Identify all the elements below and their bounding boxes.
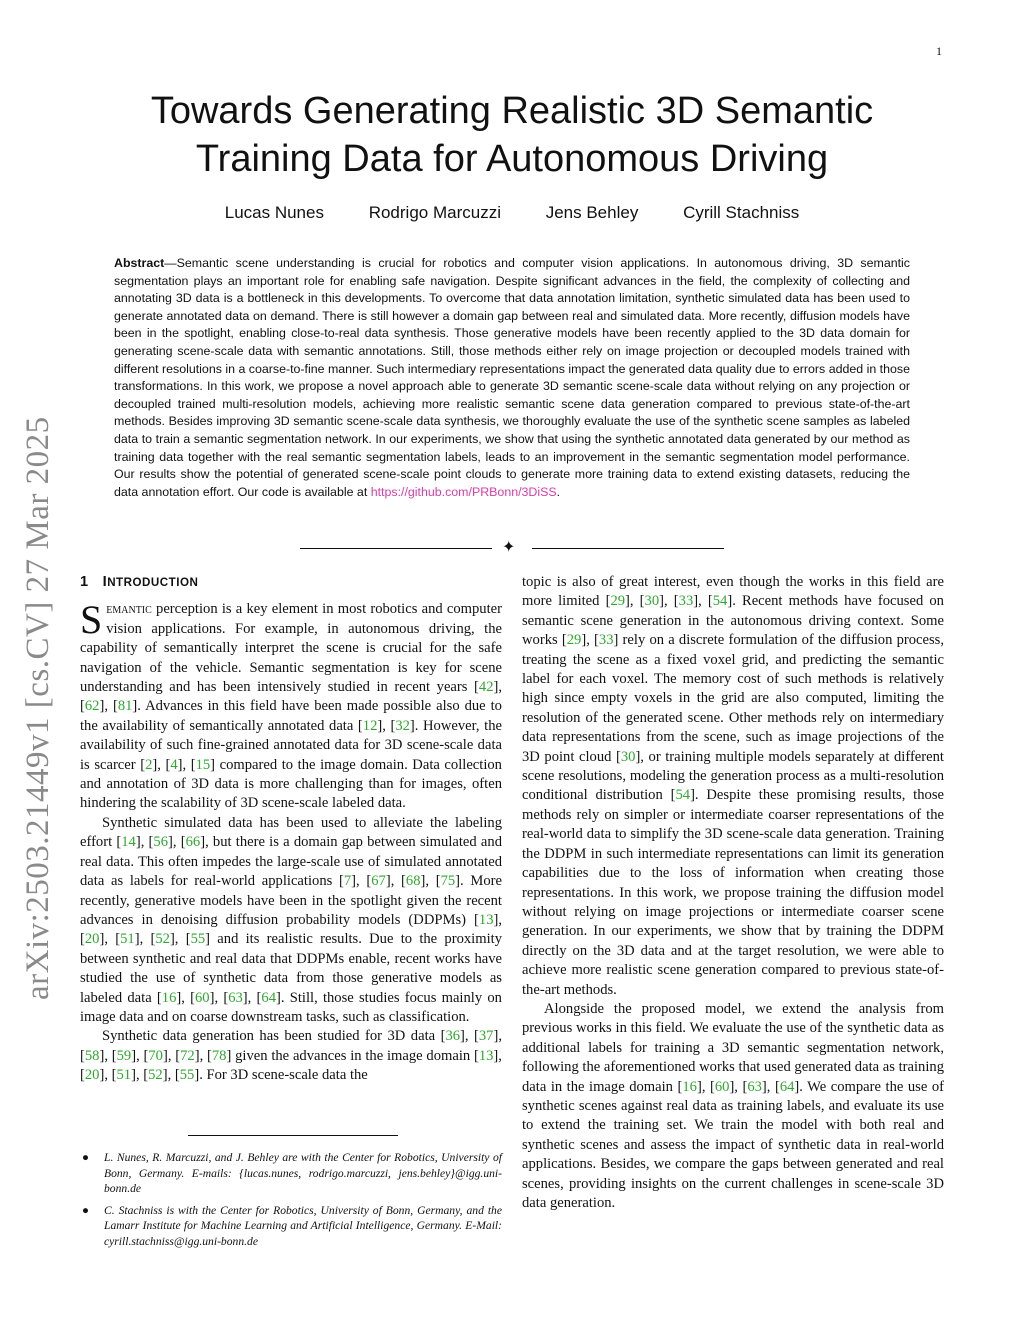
citation-link[interactable]: 13 xyxy=(478,911,494,928)
author-list xyxy=(100,203,924,223)
paragraph xyxy=(522,1000,944,1213)
footnotes xyxy=(80,1150,502,1256)
text-run: ], [ xyxy=(80,679,502,715)
text-run: ], [ xyxy=(134,931,156,948)
text-run: ], [ xyxy=(420,873,441,890)
paragraph-text xyxy=(522,1001,944,1211)
small-caps-word: emantic xyxy=(106,601,152,618)
citation-link[interactable]: 37 xyxy=(478,1028,494,1045)
abstract-text: —Semantic scene understanding is crucial for robotics and computer vision applications. In autonomous driving, 3D semantic segmentation plays an important role for enabling safe navigation. Despite significant advances in the field, the complexity of collecting and annotating 3D data is a bottleneck in this developments. To overcome that data annotation limitation, synthetic simulated data has been used to generate annotated data on demand. There is still however a domain gap between real and simulated data. More recently, diffusion models have been in the spotlight, enabling close-to-real data synthesis. Those generative models have been recently applied to the 3D data domain for generating scene-scale data with semantic annotations. Still, those methods either rely on image projection or decoupled models trained with different resolutions in a coarse-to-fine manner. Such intermediary representations impact the generated data quality due to errors added in those transformations. In this work, we propose a novel approach able to generate 3D semantic scene-scale data without relying on any projection or decoupled trained multi-resolution models, achieving more realistic semantic scene data generation compared to previous state-of-the-art methods. Besides improving 3D semantic scene-scale data synthesis, we thoroughly evaluate the use of the synthetic scene samples as labeled data to train a semantic segmentation network. In our experiments, we show that using the synthetic annotated data generated by our method as training data together with the real semantic segmentation labels, leads to an improvement in the semantic segmentation model performance. Our results show the potential of generated scene-scale point clouds to generate more training data to extend existing datasets, reducing the data annotation effort. Our code is available at xyxy=(114,256,910,499)
text-run: ], [ xyxy=(209,989,229,1006)
text-run: ], [ xyxy=(625,593,645,610)
citation-link[interactable]: 12 xyxy=(362,717,378,734)
text-run: perception is a key element in most robotics and computer vision applications. For example, in autonomous driving, the capability of semantically interpret the scene is crucial for the safe navigation of the vehicle. Semantic segmentation is key for scene understanding and has been intensively studied in recent years [ xyxy=(80,601,502,696)
citation-link[interactable]: 72 xyxy=(180,1047,195,1064)
text-run: ], but there is a domain gap between simulated and real data. This often impedes the large-scale use of simulated annotated data as labels for real-world applications [ xyxy=(80,834,502,890)
citation-link[interactable]: 62 xyxy=(84,698,100,715)
citation-link[interactable]: 2 xyxy=(145,756,153,773)
text-run: ]. For 3D scene-scale data the xyxy=(194,1067,368,1084)
drop-cap: S xyxy=(80,597,103,643)
code-repository-link[interactable]: https://github.com/PRBonn/3DiSS xyxy=(370,484,557,499)
paragraph xyxy=(522,573,944,1000)
text-run: ], or training multiple models separately at different scene resolutions, modeling the generation process as a multi-resolution conditional distribution [ xyxy=(522,748,944,804)
text-run: ], [ xyxy=(99,698,118,715)
title-line-2: Training Data for Autonomous Driving xyxy=(195,138,829,180)
abstract xyxy=(114,255,910,501)
citation-link[interactable]: 54 xyxy=(712,593,728,610)
author-name: Jens Behley xyxy=(545,203,639,222)
text-run: Synthetic data generation has been studied for 3D data [ xyxy=(102,1028,446,1045)
text-run: ], [ xyxy=(659,593,679,610)
text-run: ]. However, the availability of such fine-grained annotated data for 3D scene-scale data is scarcer [ xyxy=(80,717,502,773)
citation-link[interactable]: 78 xyxy=(211,1047,227,1064)
text-run: ], [ xyxy=(135,834,154,851)
citation-link[interactable]: 33 xyxy=(678,593,694,610)
text-run: ], [ xyxy=(168,834,186,851)
citation-link[interactable]: 56 xyxy=(153,834,169,851)
text-run: ], [ xyxy=(80,911,502,948)
right-column xyxy=(522,573,944,1213)
text-run: ], [ xyxy=(169,931,191,948)
citation-link[interactable]: 55 xyxy=(190,931,206,948)
text-run: ], [ xyxy=(194,1047,212,1064)
text-run: ], [ xyxy=(131,1047,149,1064)
text-run: ]. We compare the use of synthetic scenes against real data as training labels, and evaluate its use to extend the training set. We train the model with both real and synthetic scenes and assess the impact of synthetic data in real-world applications. Besides, we compare the gaps between generated and real scenes, providing insights on the current challenges in scene-scale 3D data generation. xyxy=(522,1078,944,1211)
text-run: ], [ xyxy=(377,717,396,734)
text-run: ], [ xyxy=(80,1047,502,1084)
paragraph-text xyxy=(522,574,944,998)
citation-link[interactable]: 55 xyxy=(179,1067,195,1084)
paragraph-text xyxy=(80,1028,502,1083)
citation-link[interactable]: 52 xyxy=(155,931,170,948)
citation-link[interactable]: 4 xyxy=(170,756,178,773)
section-title-first-letter: I xyxy=(102,574,108,590)
text-run: ], [ xyxy=(99,1067,117,1084)
paragraph xyxy=(80,1027,502,1085)
title-line-1: Towards Generating Realistic 3D Semantic xyxy=(150,90,874,132)
text-run: ], [ xyxy=(162,1067,180,1084)
text-run: ], [ xyxy=(99,931,121,948)
text-run: ] rely on a discrete formulation of the diffusion process, treating the scene as a fixed voxel grid, and predicting the semantic label for each voxel. The memory cost of such methods is relatively high since empty voxels in the grid are also computed, limiting the resolution of the generated scene. Other methods rely on intermediary data representations from the scene, such as image projections of the 3D point cloud [ xyxy=(522,632,944,765)
citation-link[interactable]: 81 xyxy=(117,698,133,715)
diamond-ornament-icon: ✦ xyxy=(502,539,516,556)
citation-link[interactable]: 7 xyxy=(343,873,352,890)
text-run: ], [ xyxy=(460,1028,479,1045)
citation-link[interactable]: 33 xyxy=(598,632,614,649)
text-run: ], [ xyxy=(242,989,262,1006)
citation-link[interactable]: 68 xyxy=(405,873,421,890)
text-run: ], [ xyxy=(693,593,713,610)
citation-link[interactable]: 15 xyxy=(195,756,211,773)
divider-line-right xyxy=(532,548,724,549)
author-name: Cyrill Stachniss xyxy=(683,203,800,222)
citation-link[interactable]: 60 xyxy=(714,1078,730,1095)
paper-title xyxy=(100,87,924,183)
text-run: ] compared to the image domain. Data collection and annotation of 3D data is more challenging than for images, often hindering the scalability of 3D scene-scale labeled data. xyxy=(80,756,502,812)
footnote xyxy=(80,1150,502,1197)
paragraph xyxy=(80,597,502,813)
text-run: topic is also of great interest, even though the works in this field are more limited [ xyxy=(522,574,944,610)
citation-link[interactable]: 70 xyxy=(148,1047,163,1064)
citation-link[interactable]: 64 xyxy=(779,1078,795,1095)
section-heading xyxy=(80,573,502,592)
text-run: Alongside the proposed model, we extend the analysis from previous works in this field. We evaluate the use of the synthetic data as additional labels for training a 3D semantic segmentation network, following the aforementioned works that used generated data as training data in the image domain [ xyxy=(522,1000,944,1095)
paragraph-text xyxy=(80,597,502,812)
text-run: ], [ xyxy=(385,873,406,890)
text-run: ]. Recent methods have focused on semantic scene generation in the autonomous driving context. Some works [ xyxy=(522,593,944,649)
text-run: ] given the advances in the image domain [ xyxy=(226,1047,479,1064)
text-run: ], [ xyxy=(696,1078,715,1095)
text-run: ] and its realistic results. Due to the proximity between synthetic and real data that DDPMs enable, recent works have studied the use of synthetic data from those generative models as labeled data [ xyxy=(80,931,502,1006)
citation-link[interactable]: 60 xyxy=(194,989,210,1006)
author-name: Rodrigo Marcuzzi xyxy=(368,203,501,222)
citation-link[interactable]: 20 xyxy=(84,1067,100,1084)
text-run: ], [ xyxy=(729,1078,748,1095)
citation-link[interactable]: 67 xyxy=(371,873,386,890)
citation-link[interactable]: 64 xyxy=(261,989,276,1006)
text-run: ], [ xyxy=(581,632,599,649)
citation-link[interactable]: 51 xyxy=(116,1067,132,1084)
citation-link[interactable]: 52 xyxy=(148,1067,163,1084)
abstract-label: Abstract xyxy=(114,256,165,270)
citation-link[interactable]: 30 xyxy=(620,748,636,765)
footnote-text: L. Nunes, R. Marcuzzi, and J. Behley are with the Center for Robotics, University of Bonn, Germany. E-mails: {lucas.nunes, rodrigo.marcuzzi, jens.behley}@igg.uni-bonn.de xyxy=(104,1151,502,1196)
footnote-rule xyxy=(188,1135,398,1136)
text-run: Synthetic simulated data has been used to alleviate the labeling effort [ xyxy=(80,814,502,851)
text-run: ]. Despite these promising results, those methods rely on simpler or intermediate coarser representations of the real-world data to simplify the 3D scene-scale data generation. Training the DDPM in such intermediate representations can limit its generation capabilities due to the loss of information when creating those representations. In this work, we propose training the diffusion model without relying on image projections or intermediate coarser scene generation. In our experiments, we show that by training the DDPM directly on the 3D data and at the target resolution, we were able to achieve more realistic scene generation compared to previous state-of-the-art methods. xyxy=(522,787,944,998)
citation-link[interactable]: 13 xyxy=(478,1047,494,1064)
citation-link[interactable]: 32 xyxy=(395,717,410,734)
author-name: Lucas Nunes xyxy=(224,203,324,222)
bullet-icon: ● xyxy=(82,1151,90,1164)
text-run: ]. More recently, generative models have been in the spotlight given the recent advances in denoising diffusion probability models (DDPMs) [ xyxy=(80,873,502,928)
citation-link[interactable]: 58 xyxy=(84,1047,100,1064)
footnote-text: C. Stachniss is with the Center for Robotics, University of Bonn, Germany, and the Lamarr Institute for Machine Learning and Artificial Intelligence, Germany. E-Mail: cyrill.stachniss@igg.uni-bonn.de xyxy=(104,1203,502,1248)
text-run: ], [ xyxy=(152,756,171,773)
citation-link[interactable]: 63 xyxy=(228,989,243,1006)
left-column xyxy=(80,573,502,1086)
citation-link[interactable]: 51 xyxy=(120,931,135,948)
citation-link[interactable]: 29 xyxy=(610,593,626,610)
paragraph xyxy=(80,814,502,1027)
citation-link[interactable]: 16 xyxy=(682,1078,697,1095)
citation-link[interactable]: 75 xyxy=(440,873,456,890)
citation-link[interactable]: 66 xyxy=(185,834,201,851)
arxiv-identifier-stamp: arXiv:2503.21449v1 [cs.CV] 27 Mar 2025 xyxy=(20,416,56,1000)
text-run: ], [ xyxy=(177,756,196,773)
text-run: ], [ xyxy=(80,1028,502,1064)
text-run: ], [ xyxy=(761,1078,780,1095)
text-run: ], [ xyxy=(131,1067,149,1084)
citation-link[interactable]: 36 xyxy=(445,1028,461,1045)
citation-link[interactable]: 42 xyxy=(478,679,494,696)
text-run: ], [ xyxy=(99,1047,117,1064)
citation-link[interactable]: 20 xyxy=(84,931,100,948)
section-number: 1 xyxy=(80,574,89,590)
abstract-end: . xyxy=(556,484,561,499)
divider-line-left xyxy=(300,548,492,549)
bullet-icon: ● xyxy=(82,1203,90,1217)
text-run: ], [ xyxy=(162,1047,181,1064)
text-run: ]. Advances in this field have been made possible also due to the availability of semantically annotated data [ xyxy=(80,698,502,734)
page-number: 1 xyxy=(936,44,942,58)
citation-link[interactable]: 63 xyxy=(747,1078,762,1095)
citation-link[interactable]: 14 xyxy=(121,834,136,851)
footnote xyxy=(80,1203,502,1250)
citation-link[interactable]: 29 xyxy=(566,632,582,649)
section-divider xyxy=(300,538,724,558)
text-run: ]. Still, those studies focus mainly on image data and on coarse downstream tasks, such as classification. xyxy=(80,989,502,1025)
citation-link[interactable]: 16 xyxy=(161,989,177,1006)
citation-link[interactable]: 59 xyxy=(116,1047,132,1064)
citation-link[interactable]: 54 xyxy=(675,787,691,804)
section-title-rest: NTRODUCTION xyxy=(107,576,199,589)
citation-link[interactable]: 30 xyxy=(644,593,660,610)
text-run: ], [ xyxy=(351,873,372,890)
paragraph-text xyxy=(80,815,502,1025)
text-run: ], [ xyxy=(176,989,195,1006)
